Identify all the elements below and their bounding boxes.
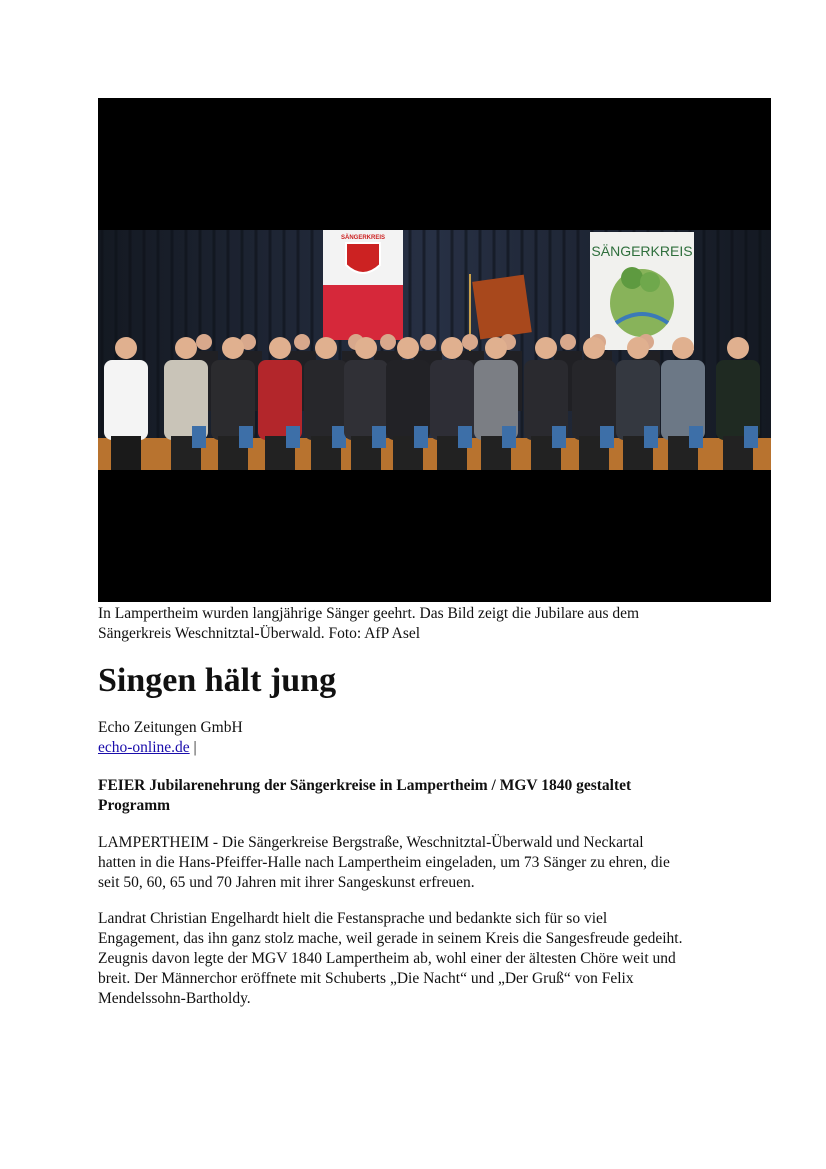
person-head	[485, 337, 507, 359]
lede-line: FEIER Jubilarenehrung der Sängerkreise in Lampertheim / MGV 1840 gestaltet	[98, 777, 632, 794]
gift-bag	[372, 426, 386, 448]
person-head	[222, 337, 244, 359]
article-paragraph-1	[98, 833, 738, 893]
paragraph-line: seit 50, 60, 65 und 70 Jahren mit ihrer Sangeskunst erfreuen.	[98, 874, 475, 891]
lede-line: Programm	[98, 797, 171, 814]
gift-bag	[689, 426, 703, 448]
person-head	[355, 337, 377, 359]
person-head	[627, 337, 649, 359]
right-banner-text: SÄNGERKREIS	[591, 243, 693, 259]
gift-bag	[239, 426, 253, 448]
person-legs	[111, 436, 141, 470]
article-headline: Singen hält jung	[98, 662, 337, 699]
person-head	[397, 337, 419, 359]
person-head	[462, 334, 478, 350]
caption-line: Sängerkreis Weschnitztal-Überwald. Foto: AfP Asel	[98, 625, 421, 642]
gift-bag	[458, 426, 472, 448]
group-photo-image	[98, 98, 771, 602]
article-paragraph-2	[98, 909, 738, 1009]
person-head	[441, 337, 463, 359]
source-separator: |	[189, 739, 197, 756]
person-head	[196, 334, 212, 350]
photo-caption	[98, 604, 738, 644]
paragraph-line: LAMPERTHEIM - Die Sängerkreise Bergstraße, Weschnitztal-Überwald und Neckartal	[98, 834, 644, 851]
person-head	[560, 334, 576, 350]
person-head	[672, 337, 694, 359]
gift-bag	[332, 426, 346, 448]
paragraph-line: Mendelssohn-Bartholdy.	[98, 990, 251, 1007]
gift-bag	[552, 426, 566, 448]
article-photo	[98, 98, 771, 602]
person-head	[315, 337, 337, 359]
caption-line: In Lampertheim wurden langjährige Sänger geehrt. Das Bild zeigt die Jubilare aus dem	[98, 605, 640, 622]
gift-bag	[502, 426, 516, 448]
guild-standard	[472, 275, 532, 340]
gift-bag	[192, 426, 206, 448]
publisher-name: Echo Zeitungen GmbH	[98, 719, 243, 736]
person-head	[269, 337, 291, 359]
paragraph-line: hatten in die Hans-Pfeiffer-Halle nach Lampertheim eingeladen, um 73 Sänger zu ehren, die	[98, 854, 670, 871]
paragraph-line: Zeugnis davon legte der MGV 1840 Lampertheim ab, wohl einer der ältesten Chöre weit und	[98, 950, 676, 967]
left-banner-text: SÄNGERKREIS	[340, 235, 386, 241]
paragraph-line: breit. Der Männerchor eröffnete mit Schuberts „Die Nacht“ und „Der Gruß“ von Felix	[98, 970, 634, 987]
gift-bag	[600, 426, 614, 448]
person-head	[535, 337, 557, 359]
article-lede	[98, 776, 738, 816]
source-link[interactable]: echo-online.de	[98, 739, 190, 756]
person-body	[104, 360, 148, 440]
gift-bag	[744, 426, 758, 448]
person-head	[420, 334, 436, 350]
gift-bag	[644, 426, 658, 448]
person-head	[175, 337, 197, 359]
source-line	[98, 738, 243, 758]
gift-bag	[286, 426, 300, 448]
gift-bag	[414, 426, 428, 448]
article-source	[98, 718, 243, 758]
person-head	[294, 334, 310, 350]
person-head	[115, 337, 137, 359]
paragraph-line: Landrat Christian Engelhardt hielt die Festansprache und bedankte sich für so viel	[98, 910, 608, 927]
person-head	[583, 337, 605, 359]
person-head	[727, 337, 749, 359]
person-head	[380, 334, 396, 350]
paragraph-line: Engagement, das ihn ganz stolz mache, weil gerade in seinem Kreis die Sangesfreude gedeiht.	[98, 930, 683, 947]
